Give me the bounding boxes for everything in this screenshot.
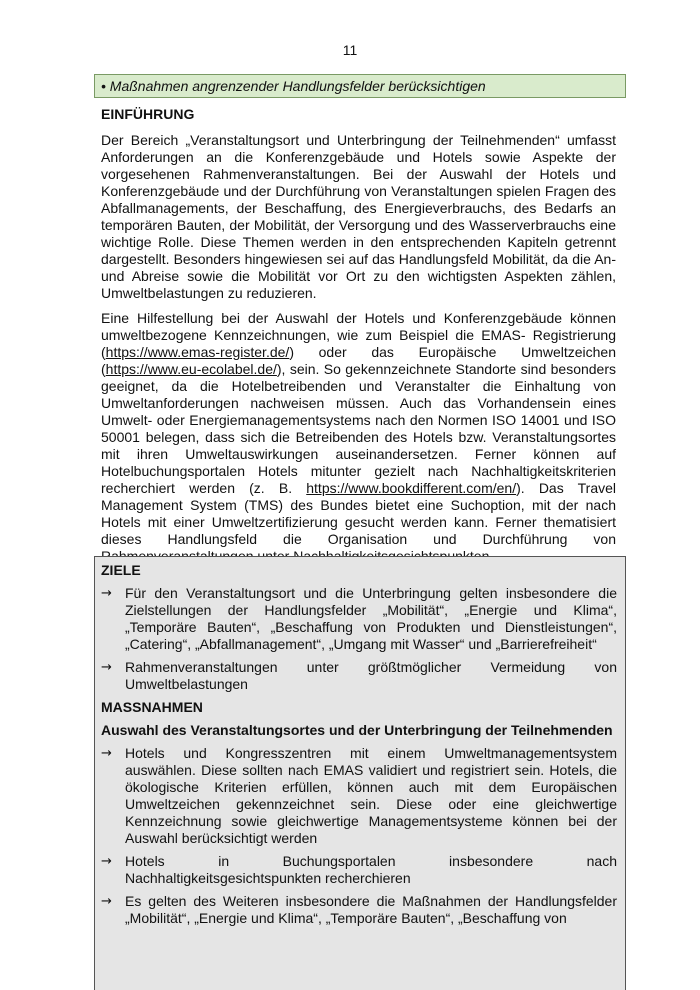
massnahmen-subheading: Auswahl des Veranstaltungsortes und der Unterbringung der Teilnehmenden (101, 722, 613, 738)
intro-heading: EINFÜHRUNG (101, 106, 195, 122)
measure-item-text: Hotels in Buchungsportalen insbesondere nach Nachhaltigkeitsgesichtspunkten recherchieren (125, 853, 617, 886)
measure-item (101, 853, 617, 887)
arrow-right-icon: → (101, 854, 112, 869)
intro-paragraph-2 (101, 310, 616, 565)
goal-item-text: Für den Veranstaltungsort und die Unterbringung gelten insbesondere die Zielstellungen der Handlungsfelder „Mobilität“, „Energie und Klima“, „Temporäre Bauten“, „Beschaffung von Produkten und Dienstleistungen“, „Catering“, „Abfallmanagement“, „Umgang mit Wasser“ und „Barrierefreiheit“ (125, 585, 617, 652)
ziele-heading: ZIELE (101, 562, 141, 578)
page-number: 11 (342, 42, 358, 58)
highlight-box (94, 74, 626, 98)
intro-section (101, 106, 616, 573)
measure-item (101, 893, 617, 927)
goal-item (101, 659, 617, 693)
highlight-box-text: • Maßnahmen angrenzender Handlungsfelder berücksichtigen (101, 78, 486, 94)
arrow-right-icon: → (101, 660, 112, 675)
goals-measures-box (94, 556, 626, 990)
intro-paragraph-1: Der Bereich „Veranstaltungsort und Unterbringung der Teilnehmenden“ umfasst Anforderungen an die Konferenzgebäude und Hotels sowie Aspekte der vorgesehenen Rahmenveranstaltungen. Bei der Auswahl der Hotels und Konferenzgebäude und der Durchführung von Veranstaltungen spielen Fragen des Abfallmanagements, der Beschaffung, des Energieverbrauchs, des Bedarfs an temporären Bauten, der Mobilität, der Versorgung und des Wasserverbrauchs eine wichtige Rolle. Diese Themen werden in den entsprechenden Kapiteln getrennt dargestellt. Besonders hingewiesen sei auf das Handlungsfeld Mobilität, da die An- und Abreise sowie die Mobilität vor Ort zu den wichtigsten Aspekten zählen, Umweltbelastungen zu reduzieren. (101, 132, 616, 301)
paragraph-2-text-4: ). Das Travel Management System (TMS) des Bundes bietet eine Suchoption, mit der nach Hotels mit einer Umweltzertifizierung gesucht werden kann. Ferner thematisiert dieses Handlungsfeld die Organisation und Durchführung von (101, 480, 616, 547)
bookdifferent-link[interactable]: https://www.bookdifferent.com/en/ (306, 480, 517, 496)
measure-item-text: Es gelten des Weiteren insbesondere die Maßnahmen der Handlungsfelder „Mobilität“, „Energie und Klima“, „Temporäre Bauten“, „Beschaffung von (125, 893, 617, 926)
measure-item (101, 745, 617, 847)
paragraph-2-text-3: ), sein. So gekennzeichnete Standorte sind besonders geeignet, da die Hotelbetreibenden und Veranstalter die Einhaltung von Umweltanforderungen nachweisen müssen. Auch das Vorhandensein eines Umwelt- oder Energiemanagementsystems nach den Normen ISO 14001 und ISO 50001 belegen, dass sich die Betreibenden des Hotels bzw. Veranstaltungsortes mit ihren Umweltauswirkungen auseinandersetzen. Ferner können auf Hotelbuchungsportalen Hotels mitunter gezielt nach Nachhaltigkeitskriterien recherchiert werden (z. B. (101, 361, 616, 496)
paragraph-2-text-2: ) oder das Europäische Umweltzeichen ( (101, 344, 616, 377)
arrow-right-icon: → (101, 586, 112, 601)
arrow-right-icon: → (101, 746, 112, 761)
goal-item-text: Rahmenveranstaltungen unter größtmöglicher Vermeidung von Umweltbelastungen (125, 659, 617, 692)
emas-register-link[interactable]: https://www.emas-register.de/ (105, 344, 290, 360)
paragraph-2-text-1: Eine Hilfestellung bei der Auswahl der Hotels und Konferenzgebäude können umweltbezogene Kennzeichnungen, wie zum Beispiel die EMAS- Registrierung ( (101, 310, 616, 360)
eu-ecolabel-link[interactable]: https://www.eu-ecolabel.de/ (105, 361, 277, 377)
arrow-right-icon: → (101, 894, 112, 909)
goal-item (101, 585, 617, 653)
massnahmen-heading: MASSNAHMEN (101, 699, 203, 715)
measure-item-text: Hotels und Kongresszentren mit einem Umweltmanagementsystem auswählen. Diese sollten nach EMAS validiert und registriert sein. Hotels, die ökologische Kriterien erfüllen, können auch mit dem Europäischen Umweltzeichen gekennzeichnet sein. Diese oder eine gleichwertige Kennzeichnung sowie gleichwertige Managementsysteme können bei der Auswahl berücksichtigt werden (125, 745, 617, 846)
